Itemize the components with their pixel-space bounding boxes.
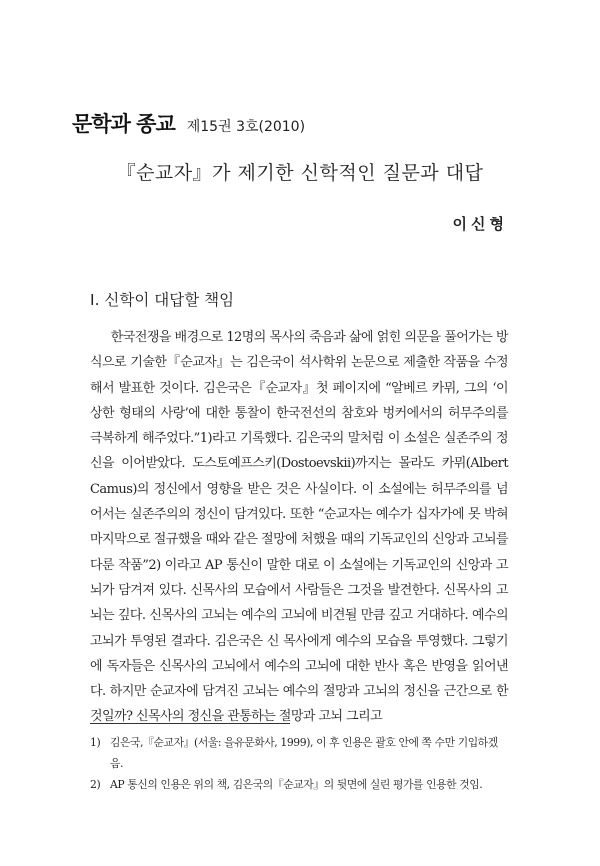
journal-header	[72, 108, 305, 138]
footnote-divider	[90, 723, 290, 724]
body-text	[90, 325, 508, 730]
section-heading: I. 신학이 대답할 책임	[90, 291, 235, 309]
footnote-text: 김은국,『순교자』(서울: 을유문화사, 1999), 이 후 인용은 괄호 안에 쪽 수만 기입하겠음.	[110, 736, 498, 770]
footnote-number: 2)	[90, 778, 101, 791]
article-title: 『순교자』가 제기한 신학적인 질문과 대답	[116, 162, 484, 184]
journal-issue: 제15권 3호(2010)	[186, 119, 306, 135]
footnote-number: 1)	[90, 736, 101, 749]
article-author: 이신형	[452, 215, 508, 233]
body-paragraph: 한국전쟁을 배경으로 12명의 목사의 죽음과 삶에 얽힌 의문을 풀어가는 방식으로 기술한『순교자』는 김은국이 석사학위 논문으로 제출한 작품을 수정해서 발표한 것이다. 김은국은『순교자』첫 페이지에 “알베르 카뮈, 그의 ‘이상한 형태의 사랑’에 대한 통찰이 한국전선의 참호와 벙커에서의 허무주의를 극복하게 해주었다.”1)라고 기록했다. 김은국의 말처럼 이 소설은 실존주의 정신을 이어받았다. 도스토예프스키(Dostoevskii)까지는 몰라도 카뮈(Albert Camus)의 정신에서 영향을 받은 것은 사실이다. 이 소설에는 허무주의를 넘어서는 실존주의의 정신이 담겨있다. 또한 “순교자는 예수가 십자가에 못 박혀 마지막으로 절규했을 때와 같은 절망에 처했을 때의 기독교인의 신앙과 고뇌를 다룬 작품”2) 이라고 AP 통신이 말한 대로 이 소설에는 기독교인의 신앙과 고뇌가 담겨져 있다. 신목사의 모습에서 사람들은 그것을 발견한다. 신목사의 고뇌는 깊다. 신목사의 고뇌는 예수의 고뇌에 비견될 만큼 깊고 거대하다. 예수의 고뇌가 투영된 결과다. 김은국은 신 목사에게 예수의 모습을 투영했다. 그렇기에 독자들은 신목사의 고뇌에서 예수의 고뇌에 대한 반사 혹은 반영을 읽어낸다. 하지만 순교자에 담겨진 고뇌는 예수의 절망과 고뇌의 정신을 근간으로 한 것일까? 신목사의 정신을 관통하는 절망과 고뇌 그리고	[90, 330, 508, 725]
journal-logo: 문학과 종교	[72, 112, 175, 136]
footnote-2	[90, 774, 508, 795]
footnote-text: AP 통신의 인용은 위의 책, 김은국의『순교자』의 뒷면에 실린 평가를 인용한 것임.	[110, 778, 483, 791]
footnote-1	[90, 732, 508, 774]
footnotes	[90, 732, 508, 795]
